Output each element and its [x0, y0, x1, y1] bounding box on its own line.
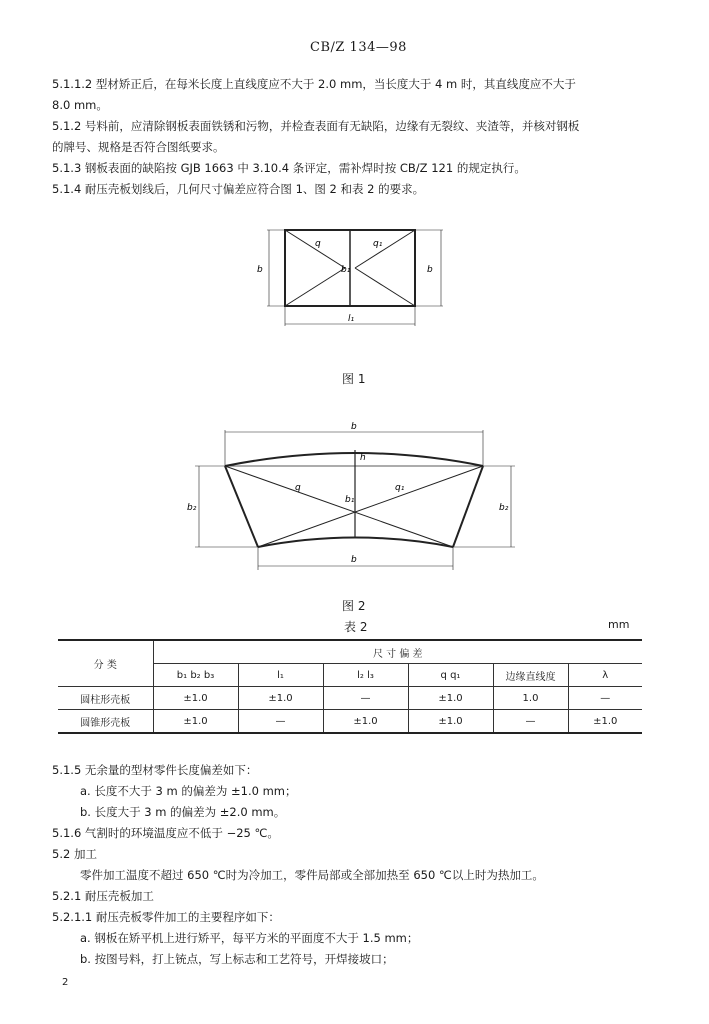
table-cell: ±1.0 [408, 687, 493, 710]
fig1-label-b: b [257, 265, 263, 275]
table-title: 表 2 [344, 620, 368, 634]
fig2-label-q1: q₁ [395, 483, 405, 493]
figure-2-caption: 图 2 [342, 599, 366, 613]
table-row [58, 687, 642, 710]
table-col-l2: l₂ l₃ [323, 664, 408, 687]
fig2-label-b2-right: b₂ [499, 503, 509, 513]
table-cell: — [238, 710, 323, 734]
fig2-label-b1: b₁ [345, 495, 355, 505]
table-unit: mm [608, 618, 630, 631]
clause-5-1-2: 5.1.2 号料前，应清除钢板表面铁锈和污物，并检查表面有无缺陷，边缘有无裂纹、夹渣等，并核对钢板 [52, 119, 580, 133]
figure-1-caption: 图 1 [342, 372, 366, 386]
table-header-category: 分 类 [58, 640, 153, 687]
clause-5-2-1-1-b: b. 按图号料，打上铳点，写上标志和工艺符号，开焊接坡口； [80, 952, 394, 966]
fig2-label-b-bottom: b [351, 555, 357, 565]
clause-5-1-3: 5.1.3 钢板表面的缺陷按 GJB 1663 中 3.10.4 条评定，需补焊时按 CB/Z 121 的规定执行。 [52, 161, 526, 175]
clause-5-1-6: 5.1.6 气割时的环境温度应不低于 −25 ℃。 [52, 826, 279, 840]
clause-5-1-5: 5.1.5 无余量的型材零件长度偏差如下： [52, 763, 258, 777]
clause-5-1-5-a: a. 长度不大于 3 m 的偏差为 ±1.0 mm； [80, 784, 297, 798]
doc-code-header: CB/Z 134—98 [310, 40, 407, 55]
figure-2-diagram [185, 420, 525, 575]
table-cell: ±1.0 [408, 710, 493, 734]
clause-5-1-5-b: b. 长度大于 3 m 的偏差为 ±2.0 mm。 [80, 805, 286, 819]
fig2-label-b-top: b [351, 422, 357, 432]
figure-1-diagram [245, 220, 465, 335]
table-cell: 1.0 [493, 687, 568, 710]
clause-5-1-2-cont: 的牌号、规格是否符合图纸要求。 [52, 140, 225, 154]
tolerance-table [58, 639, 642, 734]
table-col-b: b₁ b₂ b₃ [153, 664, 238, 687]
table-row [58, 710, 642, 734]
table-cell: ±1.0 [238, 687, 323, 710]
clause-5-2-1-1: 5.2.1.1 耐压壳板零件加工的主要程序如下： [52, 910, 280, 924]
fig2-label-q: q [295, 483, 301, 493]
clause-5-1-1-2: 5.1.1.2 型材矫正后，在每米长度上直线度应不大于 2.0 mm，当长度大于 4 m 时，其直线度应不大于 [52, 77, 576, 91]
table-col-q: q q₁ [408, 664, 493, 687]
clause-5-2-1: 5.2.1 耐压壳板加工 [52, 889, 154, 903]
table-cell: — [493, 710, 568, 734]
clause-5-1-1-2-cont: 8.0 mm。 [52, 98, 108, 112]
fig1-label-b1: b₁ [341, 265, 351, 275]
table-col-edge: 边缘直线度 [493, 664, 568, 687]
table-header-group: 尺 寸 偏 差 [153, 640, 642, 664]
table-cell: ±1.0 [153, 687, 238, 710]
page-number: 2 [62, 977, 69, 988]
fig2-label-b2-left: b₂ [187, 503, 197, 513]
fig1-label-q1: q₁ [373, 239, 383, 249]
table-cell: ±1.0 [568, 710, 642, 734]
table-cell: — [323, 687, 408, 710]
fig1-label-q: q [315, 239, 321, 249]
table-cell: ±1.0 [323, 710, 408, 734]
clause-5-2: 5.2 加工 [52, 847, 97, 861]
fig1-label-b-right: b [427, 265, 433, 275]
table-row-name: 圆锥形壳板 [58, 710, 153, 734]
table-col-lambda: λ [568, 664, 642, 687]
table-row-name: 圆柱形壳板 [58, 687, 153, 710]
table-cell: ±1.0 [153, 710, 238, 734]
clause-5-2-body: 零件加工温度不超过 650 ℃时为冷加工，零件局部或全部加热至 650 ℃以上时为热加工。 [80, 868, 544, 882]
clause-5-2-1-1-a: a. 钢板在矫平机上进行矫平，每平方米的平面度不大于 1.5 mm； [80, 931, 419, 945]
table-cell: — [568, 687, 642, 710]
fig1-label-l: l₁ [348, 314, 355, 324]
clause-5-1-4: 5.1.4 耐压壳板划线后，几何尺寸偏差应符合图 1、图 2 和表 2 的要求。 [52, 182, 425, 196]
fig2-label-h: h [360, 453, 366, 463]
table-col-l1: l₁ [238, 664, 323, 687]
